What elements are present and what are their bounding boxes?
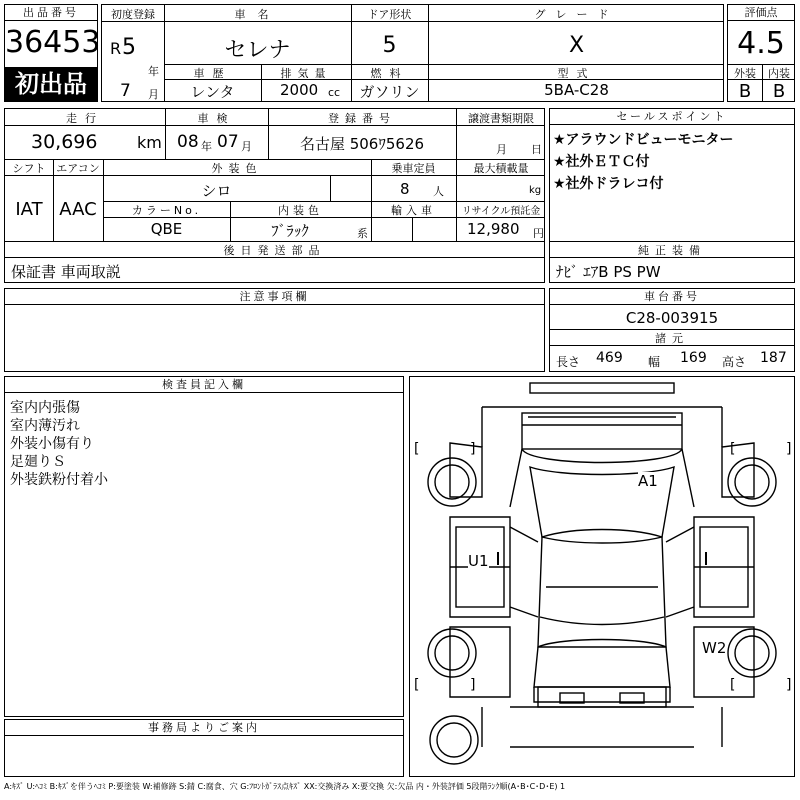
- ext-score-value: B: [738, 81, 752, 102]
- bracket-right-bottom: [: [730, 677, 736, 693]
- bracket-left-top-close: ]: [470, 441, 476, 457]
- inspection-month-unit: 月: [241, 140, 252, 153]
- color-no-value: QBE: [150, 220, 183, 238]
- bracket-left-top: [: [414, 441, 420, 457]
- aircon-label: エアコン: [56, 162, 100, 175]
- inspection-label: 車検: [197, 112, 236, 125]
- capacity-value: 8: [400, 180, 410, 198]
- model-label: 型式: [557, 67, 596, 80]
- inspector-line-4: 足廻りＳ: [10, 454, 66, 470]
- inspector-box: [4, 376, 404, 717]
- transfer-doc-label: 譲渡書類期限: [468, 112, 534, 125]
- lot-number: 36453: [5, 25, 101, 60]
- mileage-label: 走行: [66, 112, 104, 125]
- max-load-unit: kg: [529, 185, 542, 196]
- office-label: 事務局よりご案内: [5, 720, 403, 736]
- transfer-doc-month: 月: [496, 143, 507, 156]
- first-reg-year: 5: [122, 35, 136, 60]
- recycle-label: リサイクル預託金: [461, 206, 541, 217]
- first-reg-year-unit: 年: [148, 65, 159, 78]
- grade-label: グレード: [534, 8, 619, 21]
- grade-value: X: [568, 33, 585, 58]
- inspector-line-5: 外装鉄粉付着小: [10, 472, 108, 488]
- legend-text: A:ｷｽﾞ U:ﾍｺﾐ B:ｷｽﾞを伴うﾍｺﾐ P:要塗装 W:補修跡 S:錆 C:腐食、穴 G:ﾌﾛﾝﾄｶﾞﾗｽ点ｷｽﾞ XX:交換済み X:要交換 欠:欠品 内・外装評価 5段階ﾗﾝｸ順(A･B･C･D･E) 1: [4, 782, 566, 791]
- int-color-unit: 系: [357, 227, 368, 240]
- score-box: [727, 4, 795, 102]
- width-value: 169: [680, 350, 707, 366]
- recycle-unit: 円: [533, 227, 544, 240]
- displacement-unit: cc: [328, 86, 341, 99]
- width-label: 幅: [648, 355, 661, 369]
- int-score-value: B: [772, 81, 786, 102]
- inspector-line-1: 室内内張傷: [10, 400, 80, 416]
- first-reg-label: 初度登録: [111, 8, 155, 21]
- shift-value: IAT: [15, 199, 43, 220]
- chassis-value: C28-003915: [625, 309, 719, 327]
- sales-points-box: [549, 108, 795, 283]
- mileage-value: 30,696: [31, 131, 98, 153]
- shift-label: シフト: [12, 162, 46, 175]
- height-label: 高さ: [722, 355, 747, 369]
- fuel-label: 燃料: [370, 67, 409, 80]
- inspector-line-3: 外装小傷有り: [10, 436, 94, 452]
- sales-points-label: セールスポイント: [550, 109, 794, 125]
- int-score-label: 内装: [768, 67, 790, 80]
- equipment-label: 純正装備: [638, 244, 706, 257]
- import-label: 輸入車: [391, 204, 436, 217]
- fuel-value: ガソリン: [359, 83, 420, 101]
- car-diagram-box: [409, 376, 795, 777]
- car-name-label: 車名: [234, 8, 281, 21]
- model-value: 5BA-C28: [544, 81, 609, 99]
- color-no-label: カラーNo.: [131, 204, 202, 217]
- top-info-box: [101, 4, 724, 102]
- doors-value: 5: [382, 33, 397, 58]
- sales-point-2: ★社外ＥＴＣ付: [553, 154, 650, 170]
- sales-point-1: ★アラウンドビューモニター: [553, 132, 734, 148]
- history-label: 車歴: [193, 67, 232, 80]
- notes-label: 注意事項欄: [5, 289, 544, 305]
- later-parts-label: 後日発送部品: [223, 244, 326, 257]
- first-listing-badge: 初出品: [5, 67, 97, 102]
- chassis-box: [549, 288, 795, 372]
- notes-box: [4, 288, 545, 372]
- equipment-value: ﾅﾋﾞ ｴｱB PS PW: [556, 263, 661, 281]
- doors-label: ドア形状: [367, 8, 412, 21]
- recycle-value: 12,980: [467, 220, 520, 238]
- inspection-month: 07: [217, 132, 239, 152]
- bracket-left-bottom: [: [414, 677, 420, 693]
- bracket-right-top-close: ]: [786, 441, 792, 457]
- length-label: 長さ: [556, 355, 581, 369]
- capacity-unit: 人: [433, 185, 444, 198]
- inspection-year-unit: 年: [201, 140, 212, 153]
- ext-color-value: シロ: [201, 182, 232, 200]
- registration-label: 登録番号: [328, 112, 396, 125]
- lot-label: 出品番号: [5, 5, 97, 21]
- damage-mark-u1: U1: [468, 552, 489, 570]
- int-color-label: 内装色: [278, 204, 323, 217]
- score-label: 評価点: [728, 5, 794, 21]
- inspector-line-2: 室内薄汚れ: [10, 418, 80, 434]
- inspector-label: 検査員記入欄: [5, 377, 403, 393]
- car-name-value: セレナ: [224, 38, 291, 63]
- bracket-right-bottom-close: ]: [786, 677, 792, 693]
- bracket-right-top: [: [730, 441, 736, 457]
- height-value: 187: [760, 350, 787, 366]
- registration-value: 名古屋 506ﾜ5626: [299, 135, 425, 153]
- capacity-label: 乗車定員: [391, 162, 436, 175]
- inspection-year: 08: [177, 132, 199, 152]
- first-reg-month: 7: [120, 81, 131, 101]
- lot-box: [4, 4, 101, 102]
- displacement-label: 排気量: [280, 67, 332, 80]
- chassis-label: 車台番号: [550, 289, 794, 305]
- vehicle-info-grid: [4, 108, 545, 283]
- ext-color-label: 外装色: [211, 162, 263, 175]
- damage-mark-a1: A1: [638, 472, 658, 490]
- score-value: 4.5: [737, 26, 785, 61]
- history-value: レンタ: [190, 83, 235, 101]
- int-color-value: ﾌﾞﾗｯｸ: [271, 222, 309, 240]
- transfer-doc-day: 日: [531, 143, 542, 156]
- aircon-value: AAC: [59, 199, 97, 220]
- office-box: [4, 719, 404, 777]
- car-diagram: [410, 377, 794, 776]
- dims-label: 諸元: [655, 332, 689, 345]
- first-reg-month-unit: 月: [148, 88, 159, 101]
- mileage-unit: km: [137, 133, 162, 152]
- max-load-label: 最大積載量: [473, 162, 529, 175]
- damage-mark-w2: W2: [702, 639, 727, 657]
- bracket-left-bottom-close: ]: [470, 677, 476, 693]
- later-parts-value: 保証書 車両取説: [11, 263, 121, 281]
- length-value: 469: [596, 350, 623, 366]
- first-reg-era: R: [110, 39, 122, 58]
- sales-point-3: ★社外ドラレコ付: [553, 176, 664, 192]
- displacement-value: 2000: [280, 81, 319, 99]
- ext-score-label: 外装: [734, 67, 756, 80]
